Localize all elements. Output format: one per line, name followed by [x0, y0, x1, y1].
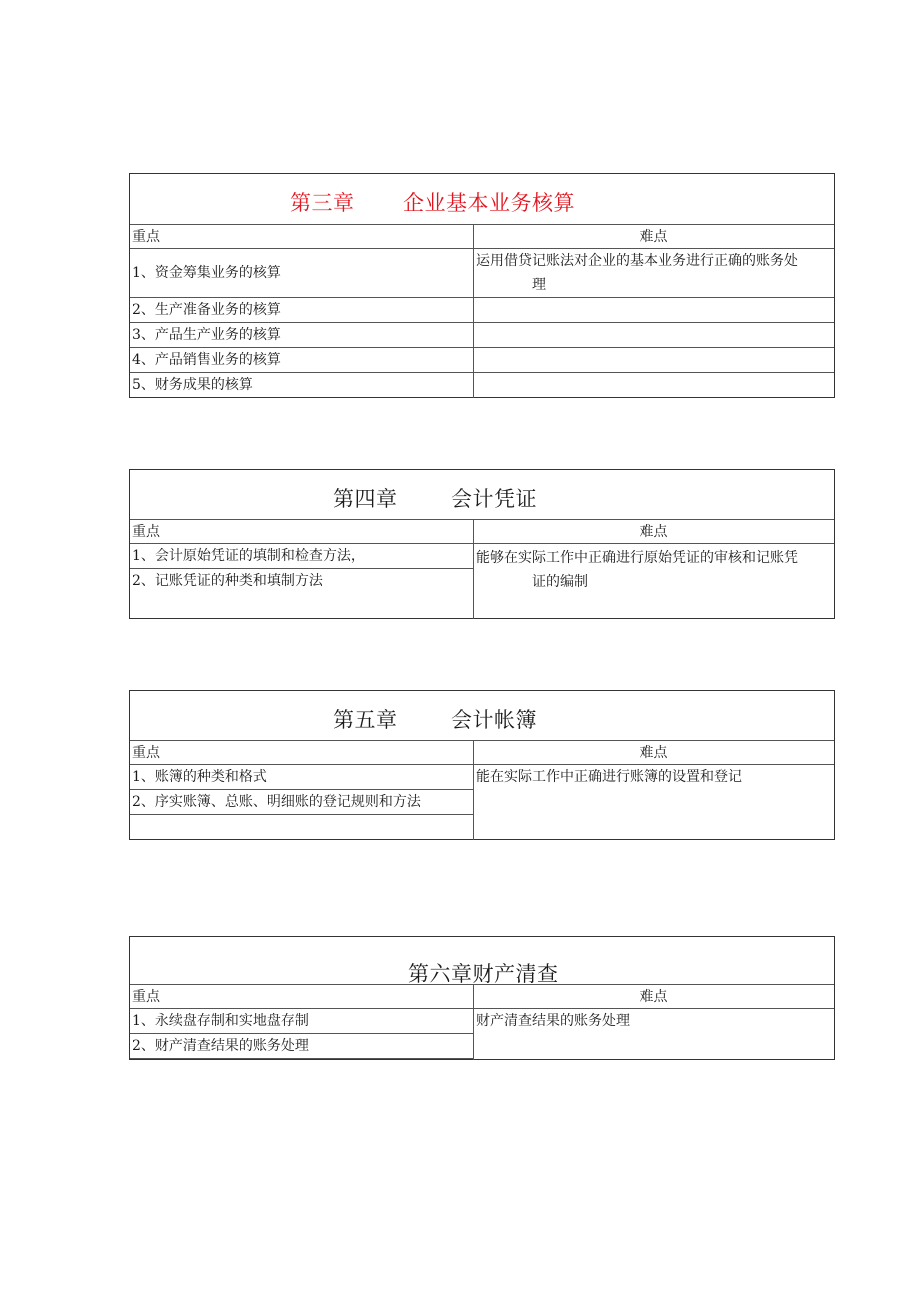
column-divider [473, 741, 474, 840]
difficulty-text-line2: 证的编制 [532, 574, 588, 590]
difficulty-text-line2: 理 [532, 277, 546, 293]
chapter-5-name: 会计帐簿 [451, 708, 537, 732]
zhongdian-header: 重点 [132, 745, 160, 761]
chapter-5-header-row [130, 741, 834, 765]
key-point-item: 1、永续盘存制和实地盘存制 [130, 1009, 473, 1034]
key-point-item: 3、产品生产业务的核算 [130, 323, 473, 348]
chapter-5-number: 第五章 [333, 708, 398, 732]
chapter-4-table [129, 469, 835, 619]
key-point-item: 4、产品销售业务的核算 [130, 348, 473, 373]
difficulty-cell [474, 1009, 834, 1033]
nandian-header: 难点 [639, 524, 668, 540]
nandian-header: 难点 [639, 229, 668, 245]
chapter-4-number: 第四章 [333, 487, 398, 511]
chapter-6-title [130, 937, 834, 985]
zhongdian-header: 重点 [132, 229, 160, 245]
key-point-item: 2、财产清查结果的账务处理 [130, 1034, 473, 1059]
chapter-5-title [130, 691, 834, 741]
zhongdian-header: 重点 [132, 524, 160, 540]
chapter-4-title [130, 470, 834, 520]
difficulty-cell [474, 546, 834, 594]
difficulty-text-line1: 运用借贷记账法对企业的基本业务进行正确的账务处 [476, 253, 798, 269]
key-point-item: 2、生产准备业务的核算 [130, 298, 473, 323]
key-point-item: 5、财务成果的核算 [132, 377, 253, 393]
key-point-item: 1、账簿的种类和格式 [130, 765, 473, 790]
chapter-4-header-row [130, 520, 834, 544]
difficulty-text-line1: 能在实际工作中正确进行账簿的设置和登记 [476, 769, 742, 785]
difficulty-empty-cell [474, 323, 834, 348]
key-point-item: 1、资金筹集业务的核算 [130, 249, 473, 298]
chapter-6-heading: 第六章财产清查 [408, 962, 559, 986]
key-point-item: 2、序实账簿、总账、明细账的登记规则和方法 [130, 790, 473, 815]
chapter-3-title [130, 174, 834, 225]
zhongdian-header: 重点 [132, 989, 160, 1005]
difficulty-cell [474, 249, 834, 298]
chapter-6-table [129, 936, 835, 1060]
chapter-3-number: 第三章 [290, 191, 355, 215]
chapter-6-header-row [130, 985, 834, 1009]
difficulty-text-line1: 财产清查结果的账务处理 [476, 1013, 630, 1029]
chapter-3-name: 企业基本业务核算 [403, 191, 575, 215]
difficulty-cell [474, 765, 834, 789]
difficulty-empty-cell [474, 348, 834, 373]
difficulty-empty-cell [474, 298, 834, 323]
chapter-3-table [129, 173, 835, 398]
key-point-item: 1、会计原始凭证的填制和检查方法， [130, 544, 473, 569]
chapter-4-name: 会计凭证 [451, 487, 537, 511]
nandian-header: 难点 [639, 989, 668, 1005]
nandian-header: 难点 [639, 745, 668, 761]
chapter-5-table [129, 690, 835, 840]
key-point-item: 2、记账凭证的种类和填制方法 [132, 573, 323, 589]
difficulty-text-line1: 能够在实际工作中正确进行原始凭证的审核和记账凭 [476, 550, 798, 566]
chapter-3-header-row [130, 225, 834, 249]
